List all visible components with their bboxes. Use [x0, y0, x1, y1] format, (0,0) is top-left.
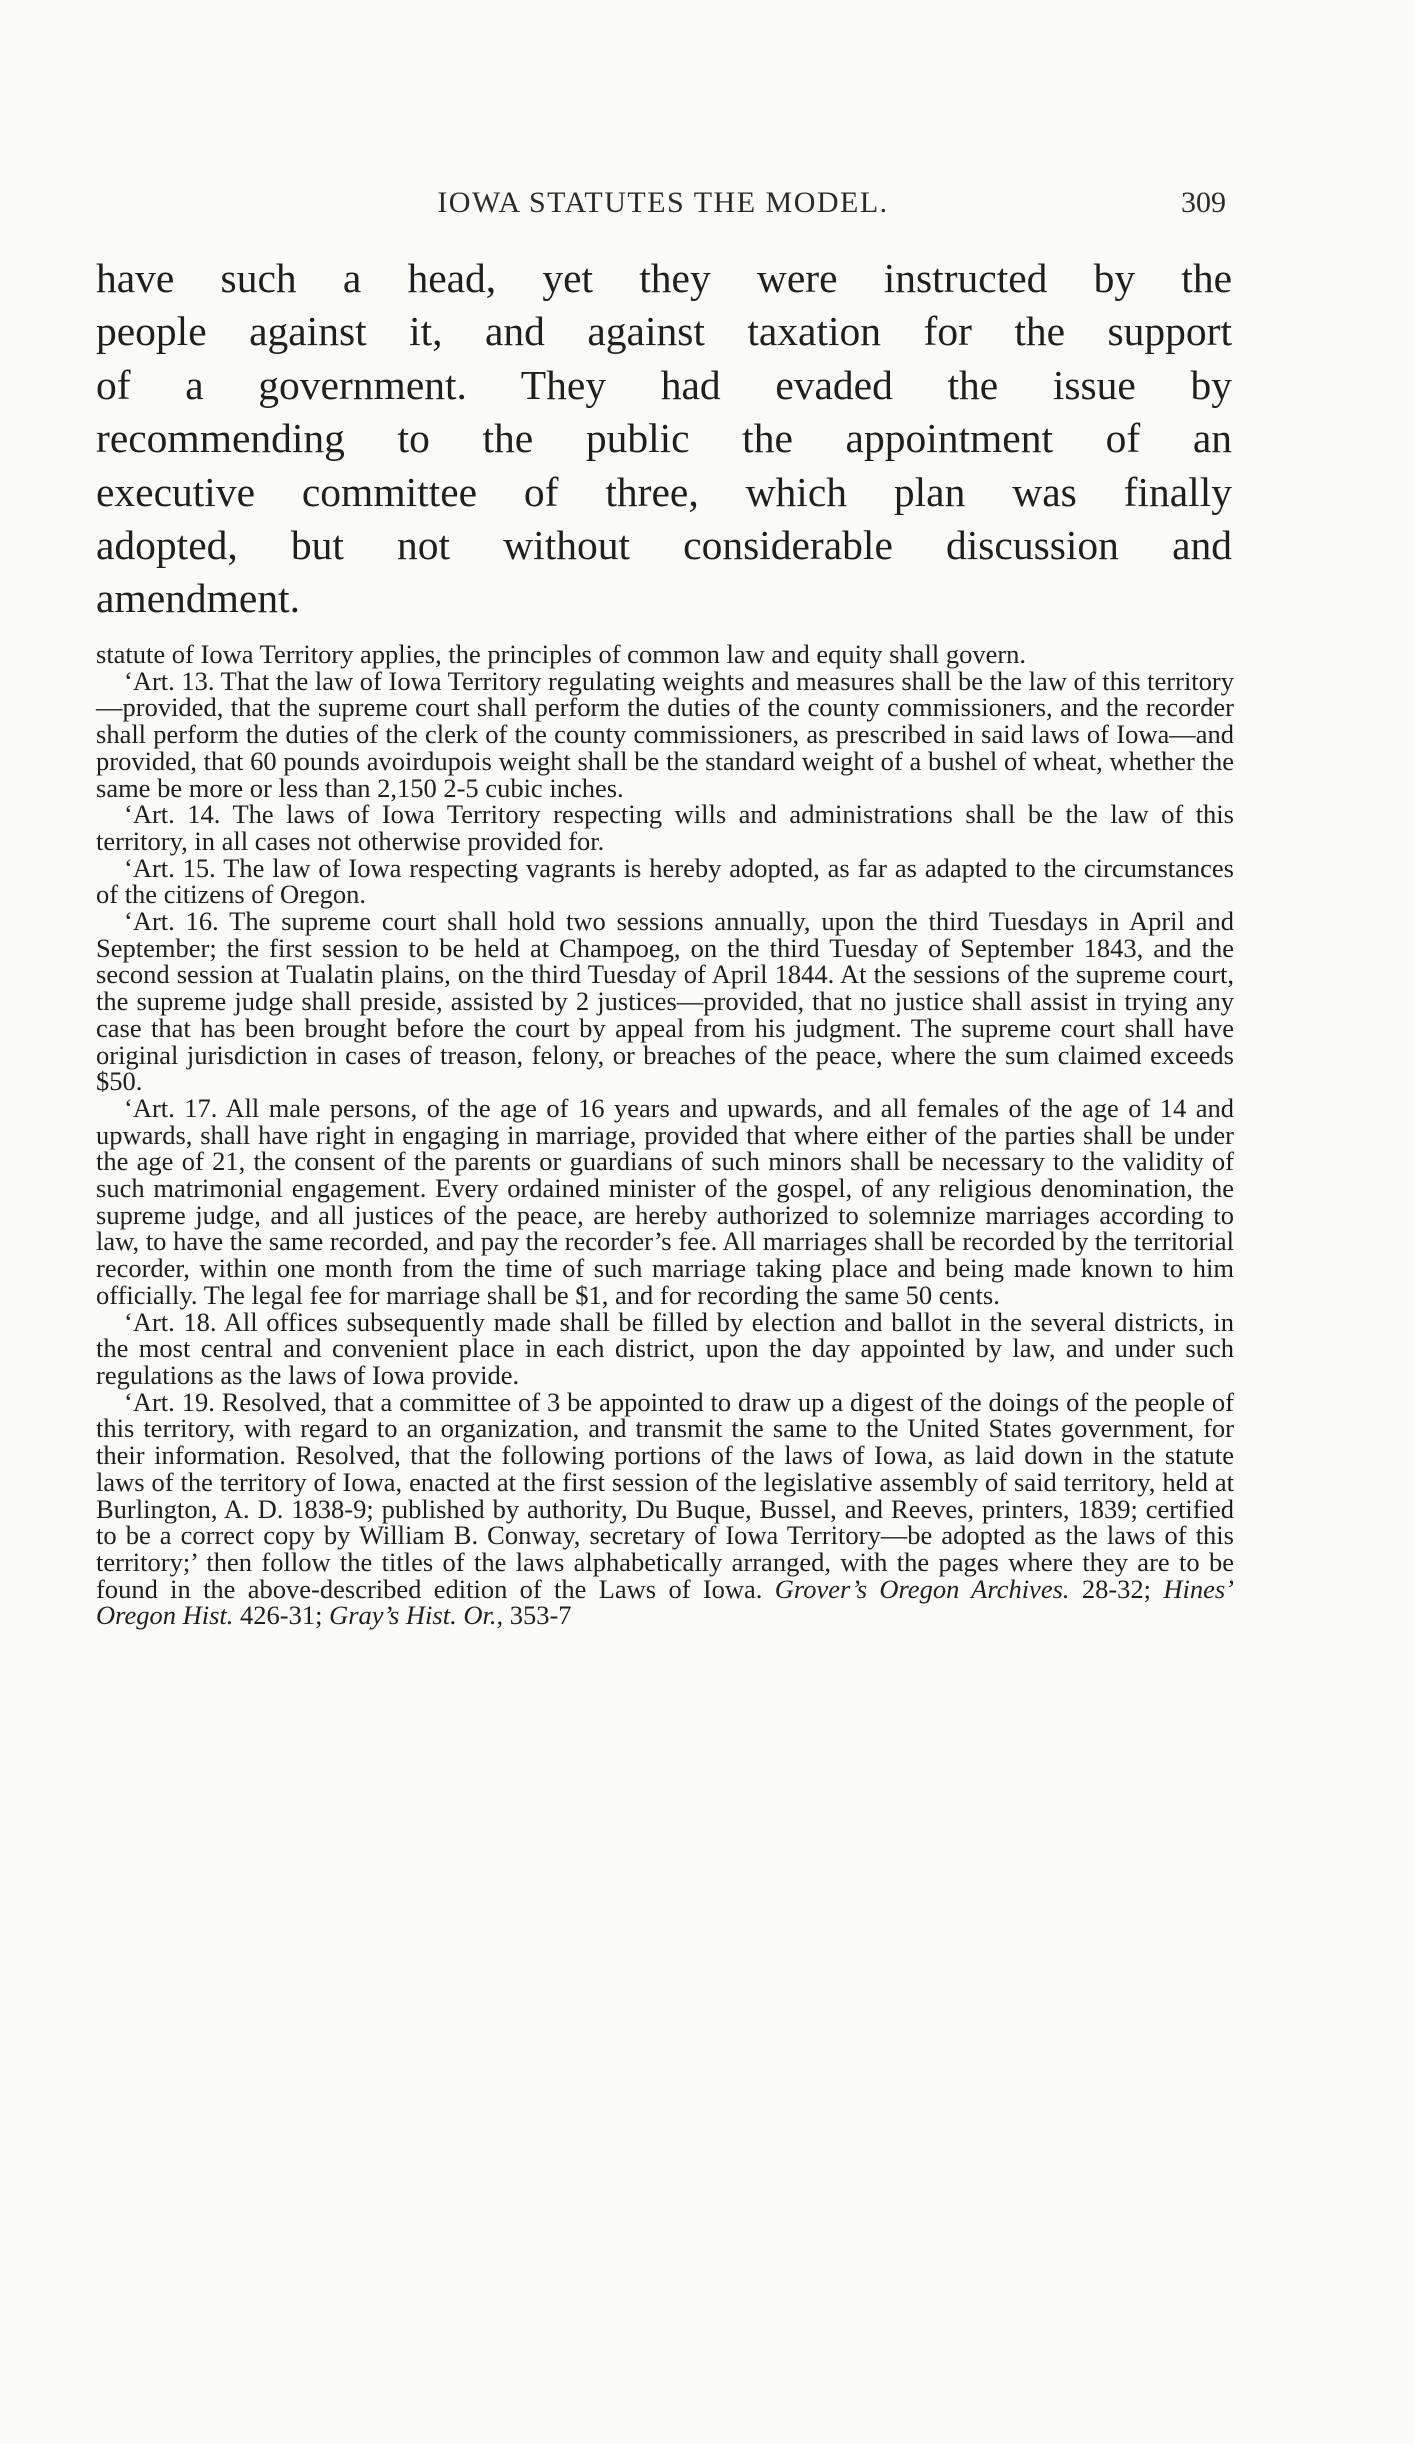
footnote-paragraph-with-citations	[96, 1386, 1234, 1631]
citation-pages: 353-7	[503, 1600, 572, 1631]
citation-source: Gray’s Hist. Or.,	[329, 1600, 504, 1631]
body-line: executive committee of three, which plan was finally	[96, 468, 1232, 515]
footnote-paragraph: ‘Art. 13. That the law of Iowa Territory regulating weights and measures shall be the law of this territory—provided, that the supreme court shall perform the duties of the county commissioners, and the recorder shall perform the duties of the clerk of the county commissioners, as prescribed in said laws of Iowa—and provided, that 60 pounds avoirdupois weight shall be the standard weight of a bushel of wheat, whether the same be more or less than 2,150 2-5 cubic inches.	[96, 665, 1234, 803]
body-line: of a government. They had evaded the issue by	[96, 361, 1232, 408]
running-title: IOWA STATUTES THE MODEL.	[437, 186, 889, 219]
footnote	[96, 641, 1234, 1629]
footnote-paragraph: ‘Art. 14. The laws of Iowa Territory respecting wills and administrations shall be the law of this territory, in all cases not otherwise provided for.	[96, 799, 1234, 856]
page-number: 309	[1181, 186, 1226, 219]
footnote-paragraph: statute of Iowa Territory applies, the principles of common law and equity shall govern.	[96, 639, 1027, 669]
body-line: amendment.	[96, 575, 300, 622]
main-body-text	[96, 252, 1232, 626]
body-line: people against it, and against taxation for the support	[96, 308, 1232, 355]
footnote-paragraph-text: ‘Art. 19. Resolved, that a committee of 3 be appointed to draw up a digest of the doings of the people of this territory, with regard to an organization, and transmit the same to the United States government, for their information. Resolved, that the following portions of the laws of Iowa, as laid down in the statute laws of the territory of Iowa, enacted at the first session of the legislative assembly of said territory, held at Burlington, A. D. 1838-9; published by authority, Du Buque, Bussel, and Reeves, printers, 1839; certified to be a correct copy by William B. Conway, secretary of Iowa Territory—be adopted as the laws of this territory;’ then follow the titles of the laws alphabetically arranged, with the pages where they are to be found in the above-described edition of the Laws of Iowa.	[96, 1386, 1234, 1604]
citation-source: Grover’s Oregon Archives.	[774, 1573, 1070, 1604]
citation-source: Hines’ Oregon Hist.	[96, 1573, 1234, 1631]
body-line: have such a head, yet they were instructed by the	[96, 255, 1232, 301]
body-line: recommending to the public the appointment of an	[96, 415, 1232, 462]
footnote-paragraph: ‘Art. 15. The law of Iowa respecting vagrants is hereby adopted, as far as adapted to the circumstances of the citizens of Oregon.	[96, 852, 1234, 910]
footnote-paragraph: ‘Art. 17. All male persons, of the age of 16 years and upwards, and all females of the age of 14 and upwards, shall have right in engaging in marriage, provided that where either of the parties shall be under the age of 21, the consent of the parents or guardians of such minors shall be necessary to the validity of such matrimonial engagement. Every ordained minister of the gospel, of any religious denomination, the supreme judge, and all justices of the peace, are hereby authorized to solemnize marriages according to law, to have the same recorded, and pay the recorder’s fee. All marriages shall be recorded by the territorial recorder, within one month from the time of such marriage taking place and being made known to him officially. The legal fee for marriage shall be $1, and for recording the same 50 cents.	[96, 1092, 1234, 1310]
footnote-paragraph: ‘Art. 16. The supreme court shall hold two sessions annually, upon the third Tuesdays in April and September; the first session to be held at Champoeg, on the third Tuesday of September 1843, and the second session at Tualatin plains, on the third Tuesday of April 1844. At the sessions of the supreme court, the supreme judge shall preside, assisted by 2 justices—provided, that no justice shall assist in trying any case that has been brought before the court by appeal from his judgment. The supreme court shall have original jurisdiction in cases of treason, felony, or breaches of the peace, where the sum claimed exceeds $50.	[96, 906, 1234, 1097]
running-head	[100, 186, 1226, 236]
footnote-paragraph: ‘Art. 18. All offices subsequently made shall be filled by election and ballot in the several districts, in the most central and convenient place in each district, upon the day appointed by law, and under such regulations as the laws of Iowa provide.	[96, 1306, 1234, 1390]
citation-pages: 426-31;	[233, 1600, 330, 1631]
citation-pages: 28-32;	[1069, 1573, 1164, 1604]
body-line: adopted, but not without considerable discussion and	[96, 522, 1232, 569]
